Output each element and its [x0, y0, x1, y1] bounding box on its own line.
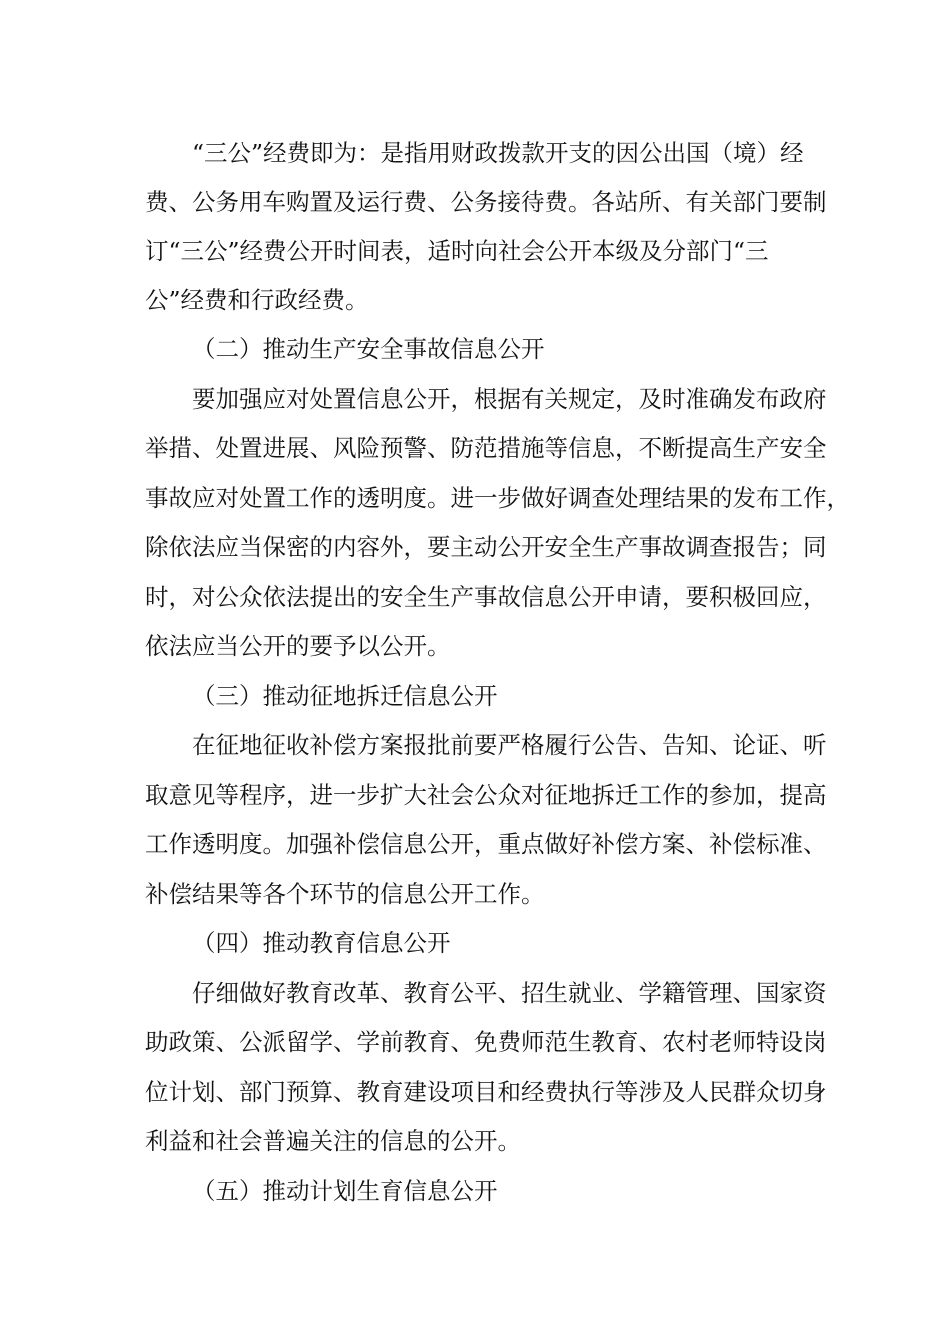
paragraph-line: 利益和社会普遍关注的信息的公开。 [145, 1127, 521, 1155]
paragraph-line: 费、公务用车购置及运行费、公务接待费。各站所、有关部门要制 [145, 188, 827, 216]
paragraph-line: 公”经费和行政经费。 [145, 286, 369, 314]
paragraph-line: 取意见等程序，进一步扩大社会公众对征地拆迁工作的参加，提高 [145, 781, 827, 809]
paragraph-line: 订“三公”经费公开时间表，适时向社会公开本级及分部门“三 [145, 237, 769, 265]
paragraph-line: 除依法应当保密的内容外，要主动公开安全生产事故调查报告；同 [145, 533, 827, 561]
paragraph-line: 依法应当公开的要予以公开。 [145, 632, 451, 660]
paragraph-line: 要加强应对处置信息公开，根据有关规定，及时准确发布政府 [192, 385, 827, 413]
paragraph-line: 助政策、公派留学、学前教育、免费师范生教育、农村老师特设岗 [145, 1028, 827, 1056]
paragraph-line: 时，对公众依法提出的安全生产事故信息公开申请，要积极回应， [145, 583, 827, 611]
paragraph-line: 举措、处置进展、风险预警、防范措施等信息，不断提高生产安全 [145, 434, 827, 462]
paragraph-line: “三公”经费即为：是指用财政拨款开支的因公出国（境）经 [192, 139, 804, 167]
paragraph-line: 补偿结果等各个环节的信息公开工作。 [145, 880, 545, 908]
paragraph-line: 位计划、部门预算、教育建设项目和经费执行等涉及人民群众切身 [145, 1078, 827, 1106]
section-heading: （三）推动征地拆迁信息公开 [192, 682, 498, 710]
paragraph-line: 工作透明度。加强补偿信息公开，重点做好补偿方案、补偿标准、 [145, 830, 827, 858]
section-heading: （五）推动计划生育信息公开 [192, 1177, 498, 1205]
paragraph-line: 在征地征收补偿方案报批前要严格履行公告、告知、论证、听 [192, 731, 827, 759]
paragraph-line: 仔细做好教育改革、教育公平、招生就业、学籍管理、国家资 [192, 979, 827, 1007]
section-heading: （二）推动生产安全事故信息公开 [192, 335, 545, 363]
paragraph-line: 事故应对处置工作的透明度。进一步做好调查处理结果的发布工作， [145, 484, 850, 512]
section-heading: （四）推动教育信息公开 [192, 929, 451, 957]
